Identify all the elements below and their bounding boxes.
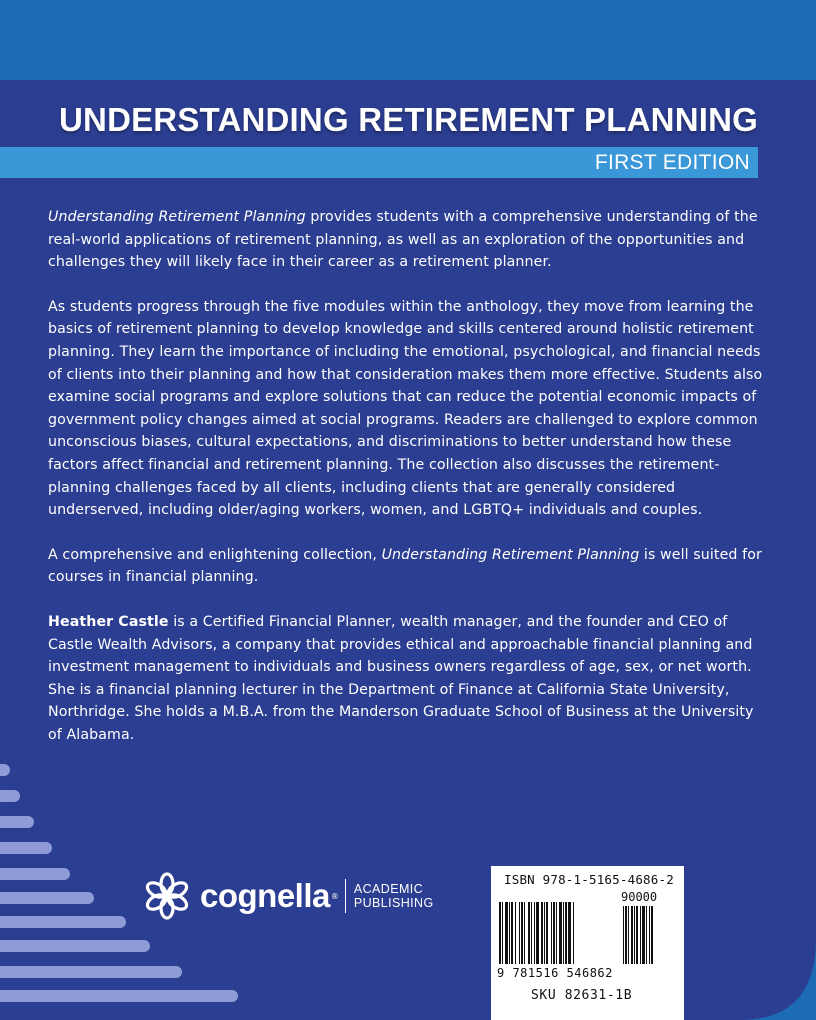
book-title: UNDERSTANDING RETIREMENT PLANNING (59, 101, 758, 138)
stripe (0, 916, 126, 928)
barcode-bar (568, 902, 571, 964)
barcode-bar (628, 906, 629, 964)
cognella-flower-icon (142, 871, 192, 921)
barcode-bar (636, 906, 638, 964)
stripe (0, 892, 94, 904)
registered-mark: ® (330, 891, 339, 901)
barcode-bar (502, 902, 503, 964)
barcode-bar (651, 906, 653, 964)
publisher-logo (142, 868, 434, 924)
barcode-bar (544, 902, 545, 964)
barcode-bar (531, 902, 532, 964)
book-title-italic: Understanding Retirement Planning (48, 209, 306, 225)
author-name: Heather Castle (48, 613, 169, 630)
barcode-bar (556, 902, 557, 964)
logo-divider (345, 879, 346, 913)
barcode-bar (631, 906, 633, 964)
barcode-bar (546, 902, 548, 964)
book-title-italic: Understanding Retirement Planning (381, 546, 640, 563)
stripe (0, 790, 20, 802)
isbn-text: ISBN 978-1-5165-4686-2 (504, 872, 674, 887)
barcode-box (491, 866, 684, 1020)
stripe (0, 816, 34, 828)
barcode-bar (515, 902, 516, 964)
description-paragraph-3: A comprehensive and enlightening collection, Understanding Retirement Planning is well suited for courses in financial planning. (48, 546, 762, 586)
publisher-name: cognella (200, 877, 330, 914)
author-bio: Heather Castle is a Certified Financial Planner, wealth manager, and the founder and CEO of Castle Wealth Advisors, a company that provides ethical and approachable financial planning and investment management to individuals and business owners regardless of age, sex, or net worth. She is a financial planning lecturer in the Department of Finance at California State University, Northridge. She holds a M.B.A. from the Manderson Graduate School of Business at the University of Alabama. (48, 613, 754, 743)
barcode-bar (551, 902, 552, 964)
stripe (0, 940, 150, 952)
barcode-bar (559, 902, 562, 964)
barcode-bar (565, 902, 567, 964)
barcode-bar (536, 902, 539, 964)
edition-label: FIRST EDITION (594, 151, 750, 174)
description-paragraph-2: As students progress through the five modules within the anthology, they move from learning the basics of retirement planning to develop knowledge and skills centered around holistic retirement planning. They learn the importance of including the emotional, psychological, and financial needs of clients into their planning and how that consideration makes them more effective. Students also examine social programs and explore solutions that can reduce the potential economic impacts of government policy changes aimed at social programs. Readers are challenged to explore common unconscious biases, cultural expectations, and discriminations to better understand how these factors affect financial and retirement planning. The collection also discusses the retirement-planning challenges faced by all clients, including clients that are generally considered underserved, including older/aging workers, women, and LGBTQ+ individuals and couples. (48, 298, 763, 519)
barcode-bar (646, 906, 647, 964)
barcode-bar (519, 902, 520, 964)
barcode-bar (642, 906, 645, 964)
description-paragraph-1: Understanding Retirement Planning provides students with a comprehensive understanding of the real-world applications of retirement planning, as well as an exploration of the opportunities and challenges they will likely face in their career as a retirement planner. (48, 209, 758, 271)
stripe (0, 868, 70, 880)
stripe (0, 842, 52, 854)
barcode-bar (563, 902, 564, 964)
stripe (0, 966, 182, 978)
barcode-bar (541, 902, 543, 964)
price-code: 90000 (621, 890, 658, 904)
barcode-bar (499, 902, 501, 964)
back-cover-description (48, 206, 768, 768)
barcode-bar (521, 902, 523, 964)
barcode-bar (534, 902, 535, 964)
barcode-bar (649, 906, 650, 964)
barcode-bar (553, 902, 555, 964)
barcode-bar (623, 906, 624, 964)
barcode-digits: 9 781516 546862 (497, 966, 613, 980)
barcode-bar (625, 906, 627, 964)
barcode-bar (524, 902, 525, 964)
barcode-bar (573, 902, 574, 964)
stripe (0, 990, 238, 1002)
barcode-bar (640, 906, 641, 964)
barcode-bar (509, 902, 510, 964)
barcode-bar (634, 906, 635, 964)
barcode-bar (528, 902, 530, 964)
publisher-tagline: ACADEMIC PUBLISHING (353, 882, 434, 910)
sku-text: SKU 82631-1B (531, 988, 633, 1003)
barcode-bar (511, 902, 513, 964)
barcode-bar (505, 902, 508, 964)
